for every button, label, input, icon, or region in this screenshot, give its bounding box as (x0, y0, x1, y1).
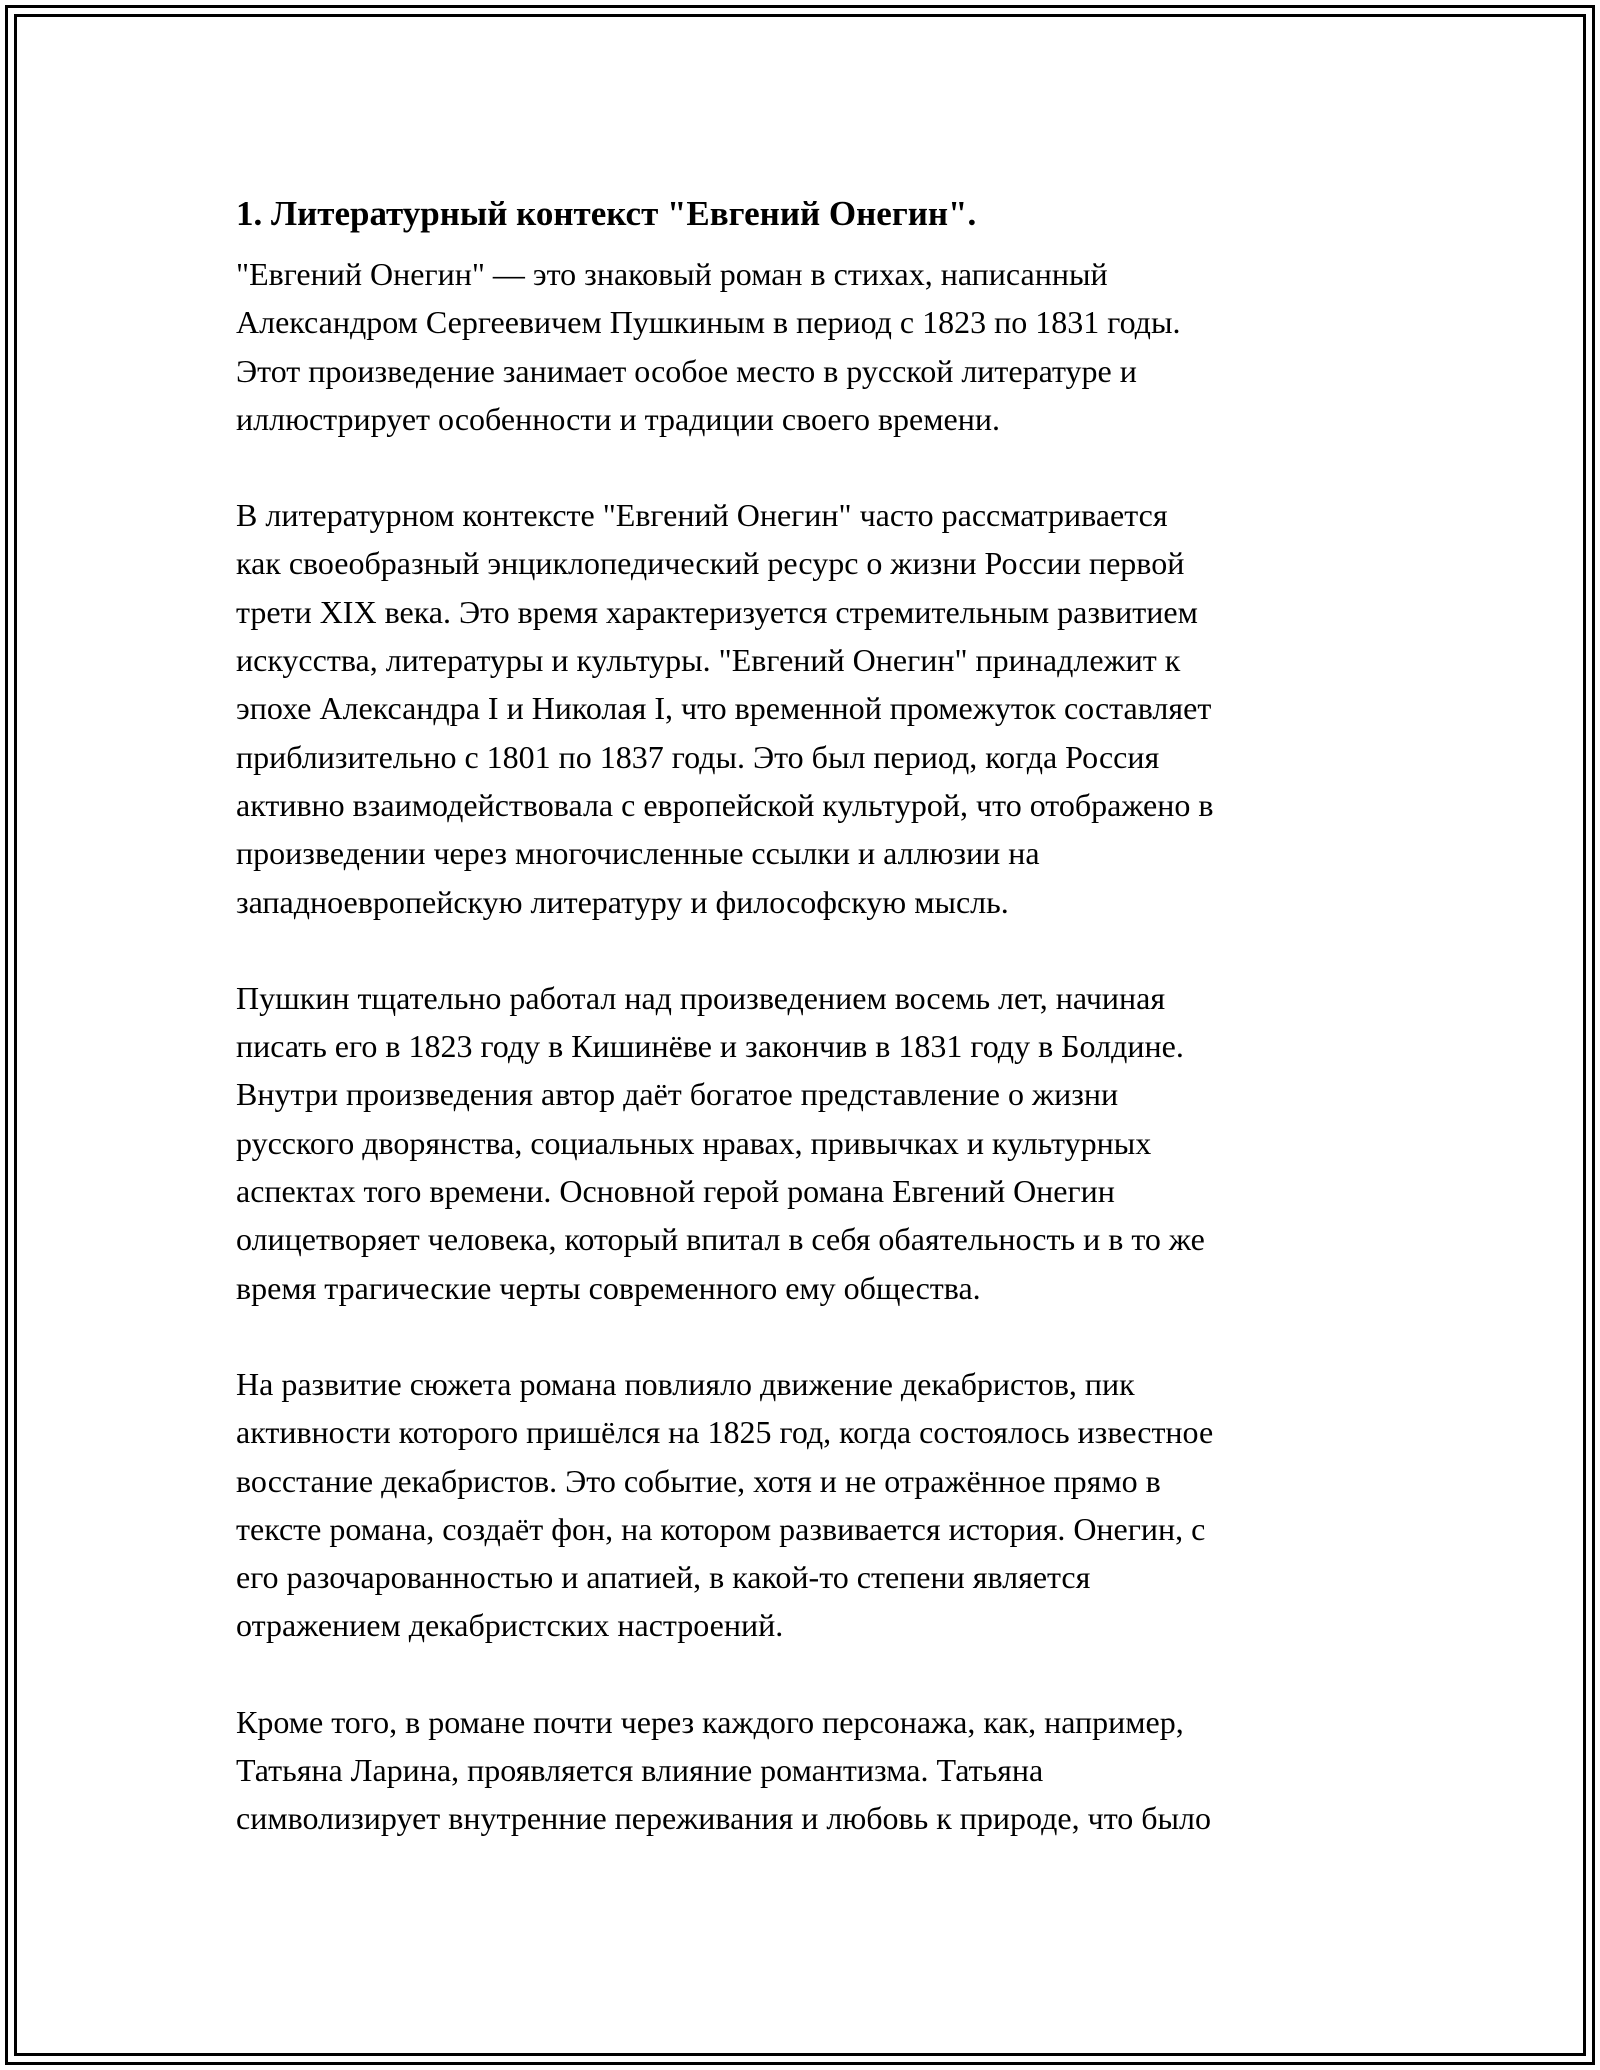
paragraph-decembrists (236, 1360, 1436, 1650)
text-line: его разочарованностью и апатией, в какой-то степени является (236, 1559, 1091, 1596)
text-line: активности которого пришёлся на 1825 год, когда состоялось известное (236, 1414, 1214, 1451)
text-line: произведении через многочисленные ссылки и аллюзии на (236, 835, 1040, 872)
text-line: Татьяна Ларина, проявляется влияние романтизма. Татьяна (236, 1752, 1044, 1789)
text-line: аспектах того времени. Основной герой романа Евгений Онегин (236, 1173, 1115, 1210)
text-line: время трагические черты современного ему общества. (236, 1269, 981, 1306)
text-line: тексте романа, создаёт фон, на котором развивается история. Онегин, с (236, 1510, 1206, 1547)
text-line: восстание декабристов. Это событие, хотя и не отражённое прямо в (236, 1462, 1161, 1499)
text-line: На развитие сюжета романа повлияло движение декабристов, пик (236, 1365, 1135, 1402)
text-line: трети XIX века. Это время характеризуется стремительным развитием (236, 593, 1198, 630)
text-line: Внутри произведения автор даёт богатое представление о жизни (236, 1076, 1119, 1113)
paragraph-romanticism (236, 1698, 1436, 1843)
section-heading: 1. Литературный контекст "Евгений Онегин". (236, 194, 977, 233)
text-line: олицетворяет человека, который впитал в себя обаятельность и в то же (236, 1221, 1205, 1258)
text-line: символизирует внутренние переживания и любовь к природе, что было (236, 1800, 1212, 1837)
paragraph-literary-context (236, 491, 1436, 926)
paragraph-pushkin-work (236, 974, 1436, 1312)
text-line: Этот произведение занимает особое место в русской литературе и (236, 352, 1137, 389)
paragraph-intro (236, 250, 1436, 443)
text-line: иллюстрирует особенности и традиции своего времени. (236, 400, 1000, 437)
text-line: Кроме того, в романе почти через каждого персонажа, как, например, (236, 1703, 1184, 1740)
text-line: В литературном контексте "Евгений Онегин" часто рассматривается (236, 497, 1168, 534)
text-line: приблизительно с 1801 по 1837 годы. Это был период, когда Россия (236, 738, 1160, 775)
text-line: русского дворянства, социальных нравах, привычках и культурных (236, 1124, 1152, 1161)
text-line: Пушкин тщательно работал над произведением восемь лет, начиная (236, 979, 1166, 1016)
text-line: писать его в 1823 году в Кишинёве и закончив в 1831 году в Болдине. (236, 1028, 1184, 1065)
text-line: как своеобразный энциклопедический ресурс о жизни России первой (236, 545, 1185, 582)
text-line: искусства, литературы и культуры. "Евгений Онегин" принадлежит к (236, 642, 1181, 679)
text-line: активно взаимодействовала с европейской культурой, что отображено в (236, 786, 1214, 823)
text-line: "Евгений Онегин" — это знаковый роман в стихах, написанный (236, 256, 1108, 292)
text-line: эпохе Александра I и Николая I, что временной промежуток составляет (236, 690, 1212, 727)
text-line: отражением декабристских настроений. (236, 1607, 784, 1644)
text-line: Александром Сергеевичем Пушкиным в период с 1823 по 1831 годы. (236, 304, 1181, 341)
document-body (236, 180, 1436, 1891)
text-line: западноевропейскую литературу и философскую мысль. (236, 883, 1009, 920)
